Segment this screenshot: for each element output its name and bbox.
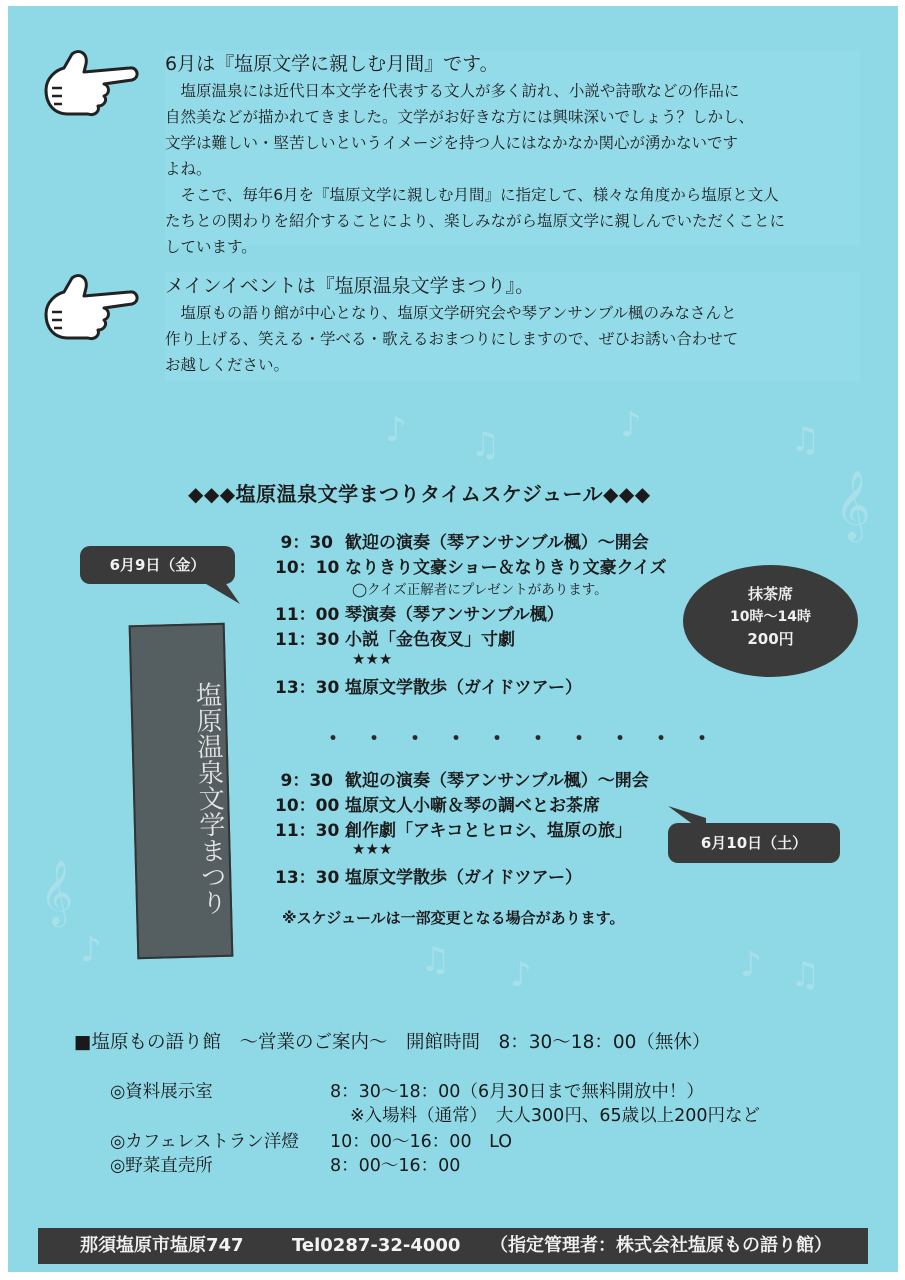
intro-line: 塩原もの語り館が中心となり、塩原文学研究会や琴アンサンブル楓のみなさんと (180, 304, 737, 322)
matcha-seat-badge (683, 565, 858, 677)
music-note-icon: ♪ (510, 955, 532, 995)
day1-label: 6月9日（金） (80, 546, 235, 584)
intro-body (165, 78, 860, 260)
stars-divider: ★★★ (352, 650, 393, 668)
matcha-price: 200円 (747, 630, 794, 648)
info-row-value: 8：00～16：00 (330, 1156, 461, 1176)
music-note-icon: ♪ (385, 410, 407, 450)
intro-line: お越しください。 (165, 356, 290, 374)
info-row-name: ◎野菜直売所 (110, 1156, 213, 1176)
pointing-hand-icon (42, 268, 142, 348)
footer-tel: Tel0287-32-4000 (292, 1235, 461, 1256)
info-row-value: ※入場料（通常） 大人300円、65歳以上200円など (350, 1106, 760, 1126)
treble-clef-icon: 𝄞 (835, 470, 871, 540)
matcha-title: 抹茶席 (747, 585, 793, 603)
intro-section-literature-month (165, 50, 860, 256)
intro-line: たちとの関わりを紹介することにより、楽しみながら塩原文学に親しんでいただくことに (165, 212, 786, 230)
intro-line: 文学は難しい・堅苦しいというイメージを持つ人にはなかなか関心が湧かないです (165, 134, 739, 152)
intro-title: 6月は『塩原文学に親しむ月間』です。 (165, 53, 499, 75)
footer-address: 那須塩原市塩原747 (80, 1235, 244, 1256)
music-note-icon: ♫ (420, 940, 451, 980)
intro-line: 作り上げる、笑える・学べる・歌えるおまつりにしますので、ぜひお誘い合わせて (165, 330, 739, 348)
stars-divider: ★★★ (352, 840, 393, 858)
festival-vertical-banner: 塩原温泉文学まつり (129, 623, 234, 959)
day2-label: 6月10日（土） (668, 823, 840, 863)
info-row-name: ◎カフェレストラン洋燈 (110, 1132, 299, 1152)
quiz-note: ◯クイズ正解者にプレゼントがあります。 (352, 582, 608, 598)
info-heading: ■塩原もの語り館 ～営業のご案内～ 開館時間 8：30～18：00（無休） (74, 1032, 711, 1053)
schedule-change-note: ※スケジュールは一部変更となる場合があります。 (282, 909, 625, 927)
music-note-icon: ♪ (620, 405, 642, 445)
intro-body (165, 300, 860, 378)
info-row-value: 8：30～18：00（6月30日まで無料開放中！） (330, 1082, 704, 1102)
intro-section-main-event (165, 272, 860, 382)
bubble-tail (196, 578, 242, 608)
intro-line: よね。 (165, 160, 212, 178)
intro-line: しています。 (165, 238, 257, 256)
intro-title: メインイベントは『塩原温泉文学まつり』。 (165, 275, 535, 297)
intro-line: 塩原温泉には近代日本文学を代表する文人が多く訪れ、小説や詩歌などの作品に (180, 82, 740, 100)
dotted-separator: ・ ・ ・ ・ ・ ・ ・ ・ ・ ・ (322, 727, 714, 752)
schedule-title: ◆◆◆塩原温泉文学まつりタイムスケジュール◆◆◆ (188, 482, 651, 506)
footer-bar (38, 1228, 868, 1264)
music-note-icon: ♪ (740, 945, 762, 985)
treble-clef-icon: 𝄞 (40, 860, 74, 925)
intro-line: そこで、毎年6月を『塩原文学に親しむ月間』に指定して、様々な角度から塩原と文人 (180, 186, 779, 204)
info-row-name: ◎資料展示室 (110, 1082, 213, 1102)
music-note-icon: ♫ (470, 425, 501, 465)
music-note-icon: ♫ (790, 955, 821, 995)
pointing-hand-icon (42, 44, 142, 124)
matcha-hours: 10時～14時 (730, 609, 811, 625)
info-row-value: 10：00～16：00 LO (330, 1132, 512, 1152)
intro-line: 自然美などが描かれてきました。文学がお好きな方には興味深いでしょう？しかし、 (165, 108, 755, 126)
music-note-icon: ♫ (790, 420, 821, 460)
footer-manager: （指定管理者：株式会社塩原もの語り館） (490, 1235, 832, 1256)
music-note-icon: ♪ (80, 930, 102, 970)
